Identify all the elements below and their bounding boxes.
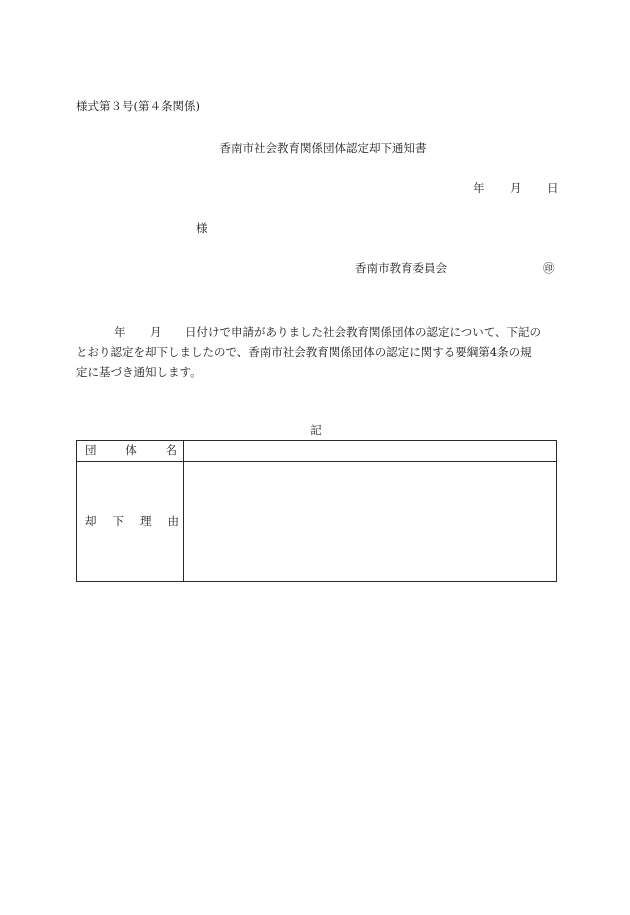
document-title: 香南市社会教育関係団体認定却下通知書 (219, 141, 427, 155)
body-line-1 (76, 322, 556, 342)
body-month: 月 (150, 325, 162, 339)
body-paragraph (76, 322, 556, 382)
addressee-suffix: 様 (196, 221, 208, 235)
seal-mark: ㊞ (543, 261, 555, 275)
date-year: 年 (473, 181, 485, 195)
date-line (473, 183, 559, 195)
body-line-2: とおり認定を却下しましたので、香南市社会教育関係団体の認定に関する要綱第4条の規 (76, 345, 532, 359)
body-line-1-rest: 日付けで申請がありました社会教育関係団体の認定について、下記の (185, 325, 542, 339)
table-row-rejection-reason (77, 462, 557, 582)
body-year: 年 (114, 325, 126, 339)
detail-table (76, 440, 557, 582)
date-day: 日 (547, 181, 559, 195)
group-name-label: 団 体 名 (77, 441, 184, 462)
ki-heading: 記 (310, 423, 322, 437)
rejection-reason-value (184, 462, 557, 582)
rejection-reason-label: 却 下 理 由 (77, 462, 184, 582)
form-number: 様式第３号(第４条関係) (76, 99, 200, 113)
body-line-3: 定に基づき通知します。 (76, 365, 202, 379)
sender-name: 香南市教育委員会 (355, 261, 447, 275)
date-month: 月 (510, 181, 522, 195)
table-row-group-name (77, 441, 557, 462)
group-name-value (184, 441, 557, 462)
